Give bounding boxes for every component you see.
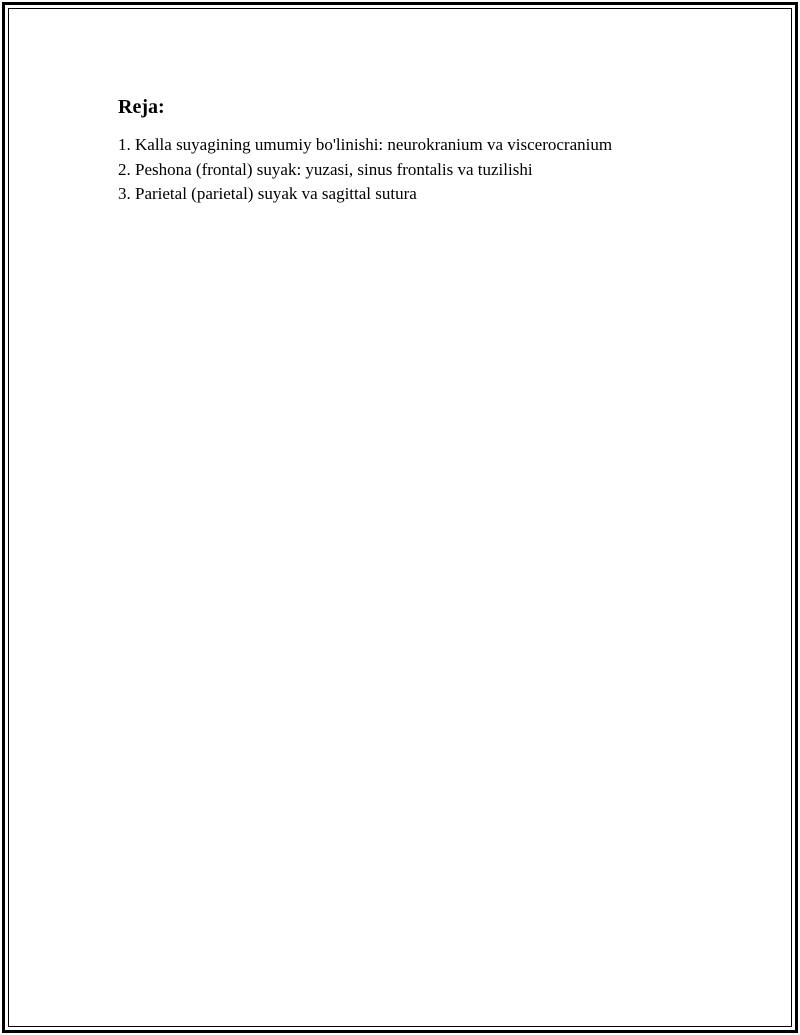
plan-heading: Reja: <box>118 96 165 118</box>
document-body <box>118 95 738 207</box>
plan-item-3: 3. Parietal (parietal) suyak va sagittal sutura <box>118 184 417 203</box>
plan-item-2: 2. Peshona (frontal) suyak: yuzasi, sinus frontalis va tuzilishi <box>118 159 533 179</box>
plan-item-1: 1. Kalla suyagining umumiy bo'linishi: neurokranium va viscerocranium <box>118 135 613 154</box>
plan-list <box>118 133 738 207</box>
